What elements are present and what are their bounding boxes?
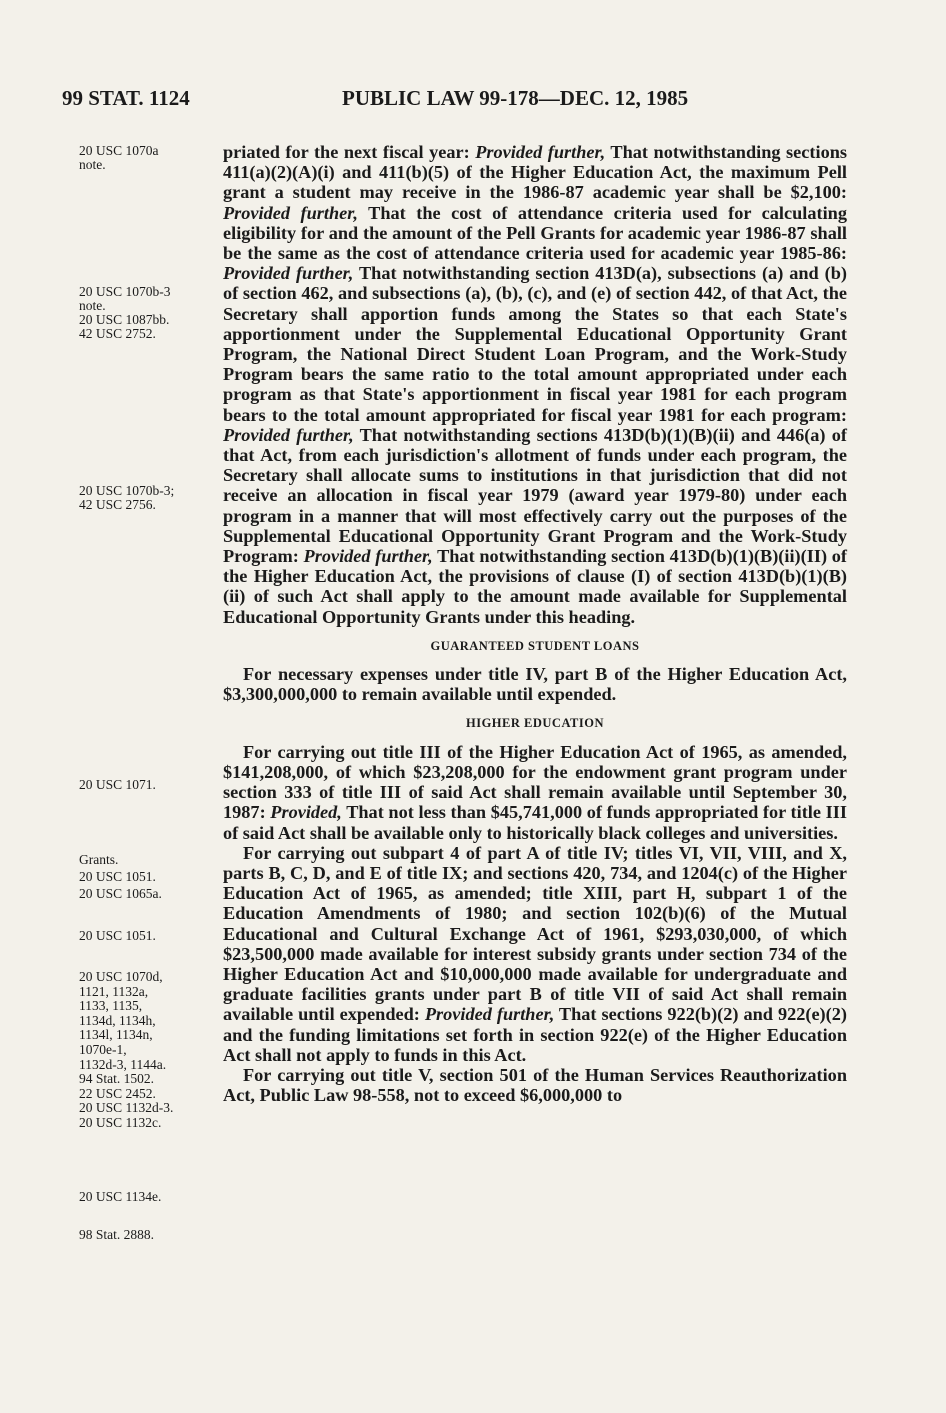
page-title: PUBLIC LAW 99-178—DEC. 12, 1985 [342, 86, 689, 110]
paragraph: For necessary expenses under title IV, part B of the Higher Education Act, $3,300,000,000 to remain available until expended. [223, 664, 847, 705]
margin-note: 20 USC 1134e. [79, 1189, 162, 1204]
paragraph: For carrying out title III of the Higher Education Act of 1965, as amended, $141,208,000, of which $23,208,000 for the endowment grant program under section 333 of title III of said Act shall remain available until September 30, 1987: Provided, That not less than $45,741,000 of funds appropriated for title III of said Act shall be available only to historically black colleges and universities. [223, 741, 847, 843]
margin-note: 20 USC 1051. [79, 928, 156, 943]
paragraph: priated for the next fiscal year: Provided further, That notwithstanding sections 411(a)(2)(A)(i) and 411(b)(5) of the Higher Education Act, the maximum Pell grant a student may receive in the 1986-87 academic year shall be $2,100: Provided further, That the cost of attendance criteria used for calculating eligibility for and the amount of the Pell Grants for academic year 1986-87 shall be the same as the cost of attendance criteria used for academic year 1985-86: Provided further, That notwithstanding section 413D(a), subsections (a) and (b) of section 462, and subsections (a), (b), (c), and (e) of section 442, of that Act, the Secretary shall apportion funds among the States so that each State's apportionment under the Supplemental Educational Opportunity Grant Program, the National Direct Student Loan Program, and the Work-Study Program bears the same ratio to the total amount appropriated under each program as that State's apportionment in fiscal year 1981 for each program bears to the total amount appropriated for fiscal year 1981 for each program: Provided further, That notwithstanding sections 413D(b)(1)(B)(ii) and 446(a) of that Act, from each jurisdiction's allotment of funds under each program, the Secretary shall allocate sums to institutions in that jurisdiction that did not receive an allocation in fiscal year 1979 (award year 1979-80) under each program in a manner that will most effectively carry out the purposes of the Supplemental Educational Opportunity Grant Program and the Work-Study Program: Provided further, That notwithstanding section 413D(b)(1)(B)(ii)(II) of the Higher Education Act, the provisions of clause (I) of section 413D(b)(1)(B)(ii) of such Act shall apply to the amount made available for Supplemental Educational Opportunity Grants under this heading. [223, 142, 847, 627]
running-header [0, 86, 946, 120]
section-heading: HIGHER EDUCATION [466, 716, 604, 731]
margin-note: 20 USC 1070b-3 note. 20 USC 1087bb. 42 USC 2752. [79, 284, 171, 341]
paragraph: For carrying out title V, section 501 of the Human Services Reauthorization Act, Public Law 98-558, not to exceed $6,000,000 to [223, 1064, 847, 1106]
margin-note: 20 USC 1070d, 1121, 1132a, 1133, 1135, 1134d, 1134h, 1134l, 1134n, 1070e-1, 1132d-3, 1144a. 94 Stat. 1502. 22 USC 2452. 20 USC 1132d-3. 20 USC 1132c. [79, 969, 174, 1130]
margin-note: 20 USC 1070b-3; 42 USC 2756. [79, 483, 175, 512]
margin-note: 20 USC 1071. [79, 777, 156, 792]
page-reference: 99 STAT. 1124 [62, 86, 190, 110]
paragraph: For carrying out subpart 4 of part A of title IV; titles VI, VII, VIII, and X, parts B, C, D, and E of title IX; and sections 420, 734, and 1204(c) of the Higher Education Act of 1965, as amended; title XIII, part H, subpart 1 of the Education Amendments of 1980; and section 102(b)(6) of the Mutual Educational and Cultural Exchange Act of 1961, $293,030,000, of which $23,500,000 made available for interest subsidy grants under section 734 of the Higher Education Act and $10,000,000 made available for undergraduate and graduate facilities grants under part B of title VII of said Act shall remain available until expended: Provided further, That sections 922(b)(2) and 922(e)(2) and the funding limitations set forth in section 922(e) of the Higher Education Act shall not apply to funds in this Act. [223, 842, 847, 1065]
margin-note: 98 Stat. 2888. [79, 1227, 155, 1242]
margin-note: 20 USC 1070a note. [79, 143, 159, 172]
margin-note: Grants. 20 USC 1051. 20 USC 1065a. [79, 852, 162, 901]
section-heading: GUARANTEED STUDENT LOANS [430, 638, 640, 653]
statute-body [223, 142, 847, 1105]
